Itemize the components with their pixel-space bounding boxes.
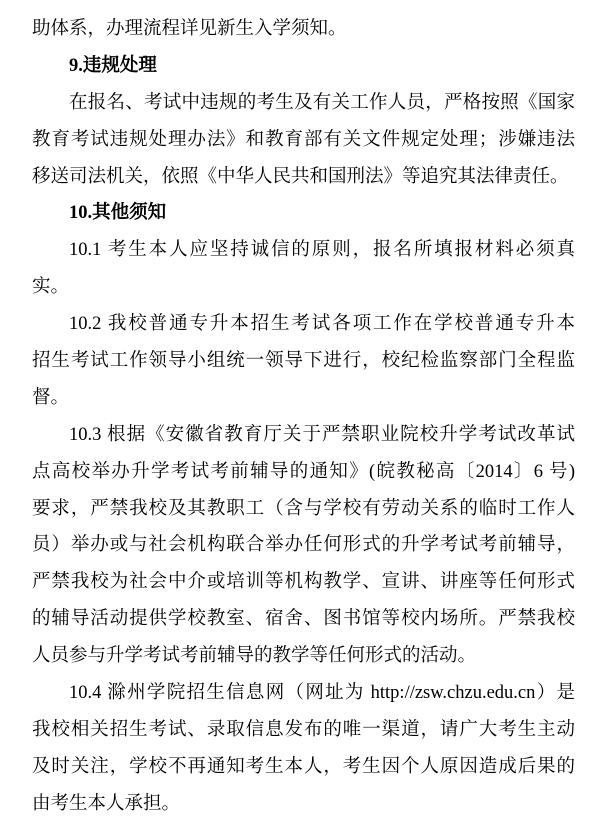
text-line: 在报名、考试中违规的考生及有关工作人员，严格按照《国家 (69, 92, 575, 113)
text-line: 移送司法机关，依照《中华人民共和国刑法》等追究其法律责任。 (32, 166, 569, 187)
paragraph (32, 675, 575, 823)
paragraph (32, 306, 575, 417)
section-violation-handling (32, 48, 575, 196)
section-heading: 10.其他须知 (69, 203, 167, 224)
section-other-notes (32, 195, 575, 822)
text-line: 10.2 我校普通专升本招生考试各项工作在学校普通专升本 (69, 314, 575, 335)
text-line: 实。 (32, 277, 70, 298)
paragraph (32, 417, 575, 675)
paragraph (32, 85, 575, 196)
text-line: 及时关注，学校不再通知考生本人，考生因个人原因造成后果的 (32, 756, 575, 777)
text-line: 要求，严禁我校及其教职工（含与学校有劳动关系的临时工作人 (32, 498, 575, 519)
text-line: 10.1 考生本人应坚持诚信的原则，报名所填报材料必须真 (69, 240, 575, 261)
text-line: 人员参与升学考试考前辅导的教学等任何形式的活动。 (32, 646, 477, 667)
text-line: 招生考试工作领导小组统一领导下进行，校纪检监察部门全程监 (32, 351, 575, 372)
text-line: 我校相关招生考试、录取信息发布的唯一渠道，请广大考生主动 (32, 719, 575, 740)
text-line: 助体系，办理流程详见新生入学须知。 (32, 19, 347, 39)
paragraph (32, 232, 575, 306)
text-line: 教育考试违规处理办法》和教育部有关文件规定处理；涉嫌违法 (32, 129, 575, 150)
text-line: 点高校举办升学考试考前辅导的通知》(皖教秘高〔2014〕6 号) (32, 461, 575, 482)
text-line: 严禁我校为社会中介或培训等机构教学、宣讲、讲座等任何形式 (32, 572, 575, 593)
text-line: 由考生本人承担。 (32, 793, 181, 814)
text-line: 员）举办或与社会机构联合举办任何形式的升学考试考前辅导， (32, 535, 575, 556)
section-heading: 9.违规处理 (69, 55, 157, 76)
text-line: 的辅导活动提供学校教室、宿舍、图书馆等校内场所。严禁我校 (32, 609, 575, 630)
text-line: 10.4 滁州学院招生信息网（网址为 http://zsw.chzu.edu.cn）是 (69, 683, 575, 704)
text-line: 督。 (32, 387, 70, 408)
text-line: 10.3 根据《安徽省教育厅关于严禁职业院校升学考试改革试 (69, 424, 575, 445)
